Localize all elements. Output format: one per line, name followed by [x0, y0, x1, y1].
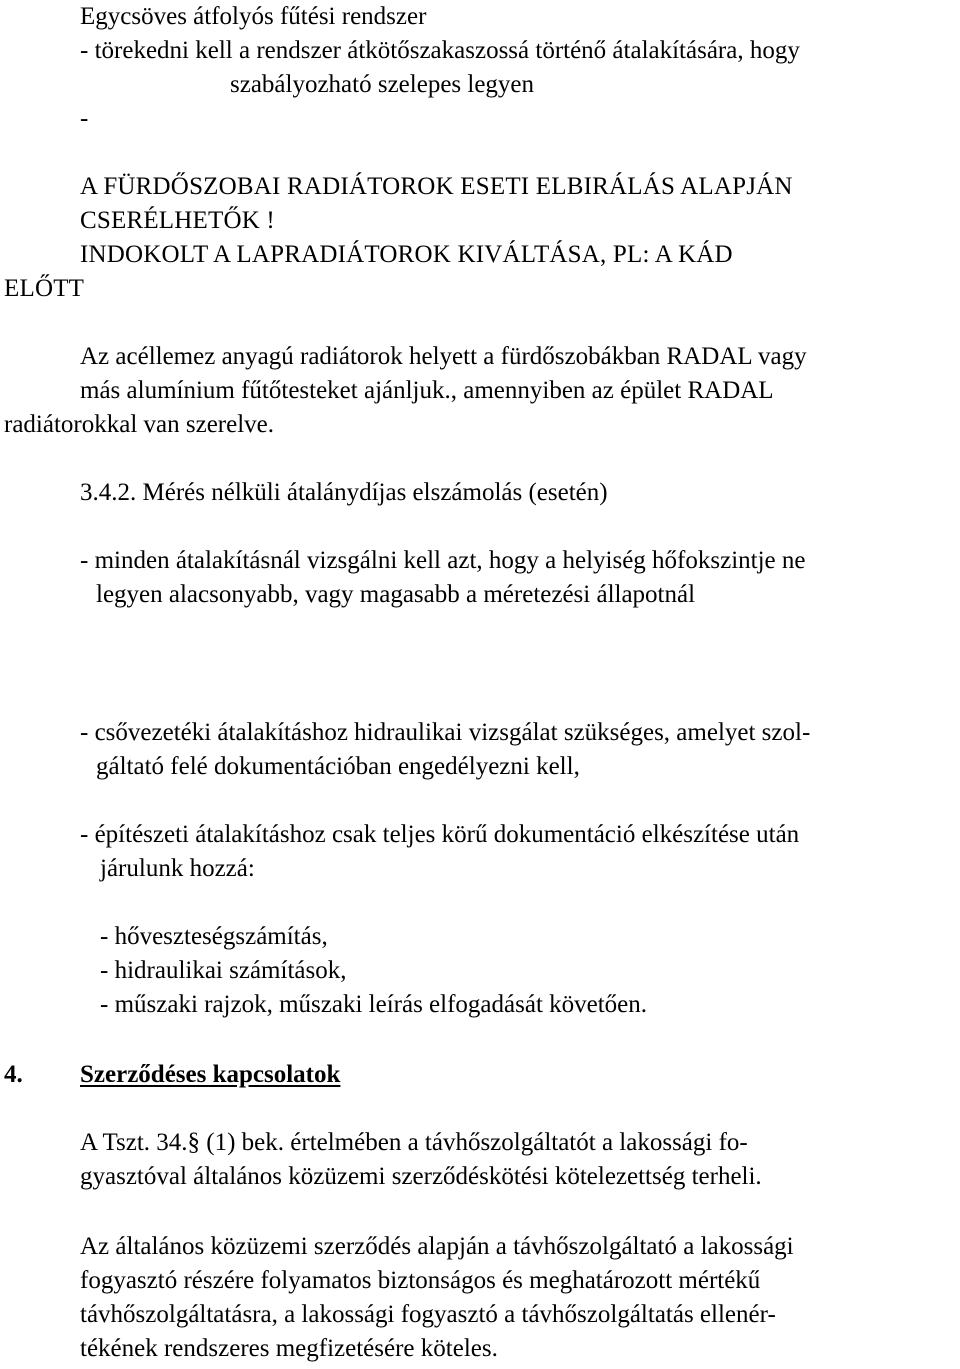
paragraph-line: távhőszolgáltatásra, a lakossági fogyasztó a távhőszolgáltatás ellenér-	[80, 1301, 776, 1328]
bullet-item-empty: -	[80, 105, 89, 132]
section-title-one-pipe: Egycsöves átfolyós fűtési rendszer	[80, 3, 427, 30]
section-number: 4.	[4, 1061, 23, 1088]
radal-paragraph-line: Az acéllemez anyagú radiátorok helyett a fürdőszobákban RADAL vagy	[80, 343, 807, 370]
paragraph-line: tékének rendszeres megfizetésére köteles.	[80, 1335, 498, 1362]
list-item-continuation: járulunk hozzá:	[100, 855, 255, 882]
list-item-continuation: gáltató felé dokumentációban engedélyezni kell,	[96, 753, 580, 780]
caps-notice-line: ELŐTT	[4, 275, 85, 302]
bullet-item: - törekedni kell a rendszer átkötőszakaszossá történő átalakítására, hogy	[80, 37, 800, 64]
list-item-continuation: legyen alacsonyabb, vagy magasabb a méretezési állapotnál	[96, 581, 696, 608]
paragraph-line: fogyasztó részére folyamatos biztonságos és meghatározott mértékű	[80, 1267, 761, 1294]
section-heading-4	[4, 1060, 341, 1090]
caps-notice-line: INDOKOLT A LAPRADIÁTOROK KIVÁLTÁSA, PL: A KÁD	[80, 241, 733, 268]
radal-paragraph-line: radiátorokkal van szerelve.	[4, 411, 275, 438]
sub-list-item: - hőveszteségszámítás,	[100, 923, 328, 950]
sub-list-item: - műszaki rajzok, műszaki leírás elfogadását követően.	[100, 991, 648, 1018]
list-item: - csővezetéki átalakításhoz hidraulikai vizsgálat szükséges, amelyet szol-	[80, 719, 811, 746]
radal-paragraph-line: más alumínium fűtőtesteket ajánljuk., amennyiben az épület RADAL	[80, 377, 774, 404]
paragraph-line: Az általános közüzemi szerződés alapján a távhőszolgáltató a lakossági	[80, 1233, 794, 1260]
list-item: - építészeti átalakításhoz csak teljes körű dokumentáció elkészítése után	[80, 821, 800, 848]
list-item: - minden átalakításnál vizsgálni kell azt, hogy a helyiség hőfokszintje ne	[80, 547, 806, 574]
sub-list-item: - hidraulikai számítások,	[100, 957, 347, 984]
paragraph-line: gyasztóval általános közüzemi szerződéskötési kötelezettség terheli.	[80, 1163, 762, 1190]
section-heading-342: 3.4.2. Mérés nélküli átalánydíjas elszámolás (esetén)	[80, 479, 608, 506]
paragraph-line: A Tszt. 34.§ (1) bek. értelmében a távhőszolgáltatót a lakossági fo-	[80, 1129, 748, 1156]
caps-notice-line: A FÜRDŐSZOBAI RADIÁTOROK ESETI ELBIRÁLÁS ALAPJÁN	[80, 173, 793, 200]
section-title: Szerződéses kapcsolatok	[80, 1061, 341, 1088]
bullet-item-continuation: szabályozható szelepes legyen	[230, 71, 535, 98]
caps-notice-line: CSERÉLHETŐK !	[80, 207, 275, 234]
